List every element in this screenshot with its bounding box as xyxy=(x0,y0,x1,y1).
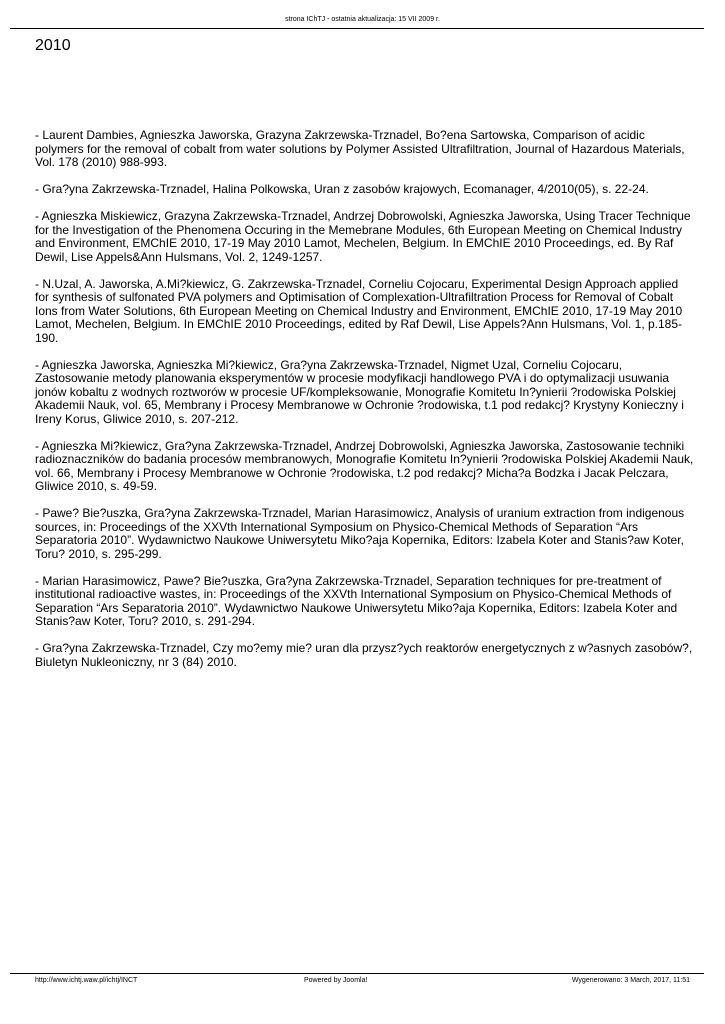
footer-powered-by: Powered by Joomla! xyxy=(304,977,368,984)
publication-list xyxy=(35,129,695,683)
publication-entry: - Laurent Dambies, Agnieszka Jaworska, Grazyna Zakrzewska-Trznadel, Bo?ena Sartowska, Comparison of acidic polymers for the removal of cobalt from water solutions by Polymer Assisted Ultrafiltration, Journal of Hazardous Materials, Vol. 178 (2010) 988-993. xyxy=(35,128,685,169)
page-title: 2010 xyxy=(35,37,71,54)
publication-entry: - Pawe? Bie?uszka, Gra?yna Zakrzewska-Trznadel, Marian Harasimowicz, Analysis of uranium extraction from indigenous sources, in: Proceedings of the XXVth International Symposium on Physico-Chemical Methods of Separation “Ars Separatoria 2010”. Wydawnictwo Naukowe Uniwersytetu Miko?aja Kopernika, Editors: Izabela Koter and Stanis?aw Koter, Toru? 2010, s. 295-299. xyxy=(35,506,685,561)
footer-divider xyxy=(10,973,704,974)
header-divider xyxy=(10,28,704,29)
page-header: strona IChTJ - ostatnia aktualizacja: 15 VII 2009 r. xyxy=(285,16,440,23)
publication-entry: - Gra?yna Zakrzewska-Trznadel, Halina Polkowska, Uran z zasobów krajowych, Ecomanager, 4/2010(05), s. 22-24. xyxy=(35,182,649,196)
publication-entry: - N.Uzal, A. Jaworska, A.Mi?kiewicz, G. Zakrzewska-Trznadel, Corneliu Cojocaru, Experimental Design Approach applied for synthesis of sulfonated PVA polymers and Optimisation of Complexation-Ultrafiltration Process for Removal of Cobalt Ions from Water Solutions, 6th European Meeting on Chemical Industry and Environment, EMChIE 2010, 17-19 May 2010 Lamot, Mechelen, Belgium. In EMChIE 2010 Proceedings, edited by Raf Dewil, Lise Appels?Ann Hulsmans, Vol. 1, p.185-190. xyxy=(35,276,683,345)
publication-entry: - Agnieszka Mi?kiewicz, Gra?yna Zakrzewska-Trznadel, Andrzej Dobrowolski, Agnieszka Jaworska, Zastosowanie techniki radioznaczników do badania procesów membranowych, Monografie Komitetu In?ynierii ?rodowiska Polskiej Akademii Nauk, vol. 66, Membrany i Procesy Membranowe w Ochronie ?rodowiska, t.2 pod redakcj? Micha?a Bodzka i Jacak Pelczara, Gliwice 2010, s. 49-59. xyxy=(35,438,694,493)
publication-entry: - Marian Harasimowicz, Pawe? Bie?uszka, Gra?yna Zakrzewska-Trznadel, Separation techniques for pre-treatment of institutional radioactive wastes, in: Proceedings of the XXVth International Symposium on Physico-Chemical Methods of Separation “Ars Separatoria 2010”. Wydawnictwo Naukowe Uniwersytetu Miko?aja Kopernika, Editors: Izabela Koter and Stanis?aw Koter, Toru? 2010, s. 291-294. xyxy=(35,573,678,628)
footer-url: http://www.ichtj.waw.pl/ichtj/INCT xyxy=(35,977,138,984)
publication-entry: - Agnieszka Miskiewicz, Grazyna Zakrzewska-Trznadel, Andrzej Dobrowolski, Agnieszka Jaworska, Using Tracer Technique for the Investigation of the Phenomena Occuring in the Memebrane Modules, 6th European Meeting on Chemical Industry and Environment, EMChIE 2010, 17-19 May 2010 Lamot, Mechelen, Belgium. In EMChIE 2010 Proceedings, ed. By Raf Dewil, Lise Appels&Ann Hulsmans, Vol. 2, 1249-1257. xyxy=(35,209,691,264)
publication-entry: - Gra?yna Zakrzewska-Trznadel, Czy mo?emy mie? uran dla przysz?ych reaktorów energetycznych z w?asnych zasobów?, Biuletyn Nukleoniczny, nr 3 (84) 2010. xyxy=(35,641,693,669)
footer-generated-timestamp: Wygenerowano: 3 March, 2017, 11:51 xyxy=(571,977,690,984)
publication-entry: - Agnieszka Jaworska, Agnieszka Mi?kiewicz, Gra?yna Zakrzewska-Trznadel, Nigmet Uzal, Corneliu Cojocaru, Zastosowanie metody planowania eksperymentów w procesie modyfikacji handlowego PVA i do optymalizacji usuwania jonów kobaltu z wodnych roztworów w procesie UF/kompleksowanie, Monografie Komitetu In?ynierii ?rodowiska Polskiej Akademii Nauk, vol. 65, Membrany i Procesy Membranowe w Ochronie ?rodowiska, t.1 pod redakcj? Krystyny Konieczny i Ireny Korus, Gliwice 2010, s. 207-212. xyxy=(35,357,684,426)
